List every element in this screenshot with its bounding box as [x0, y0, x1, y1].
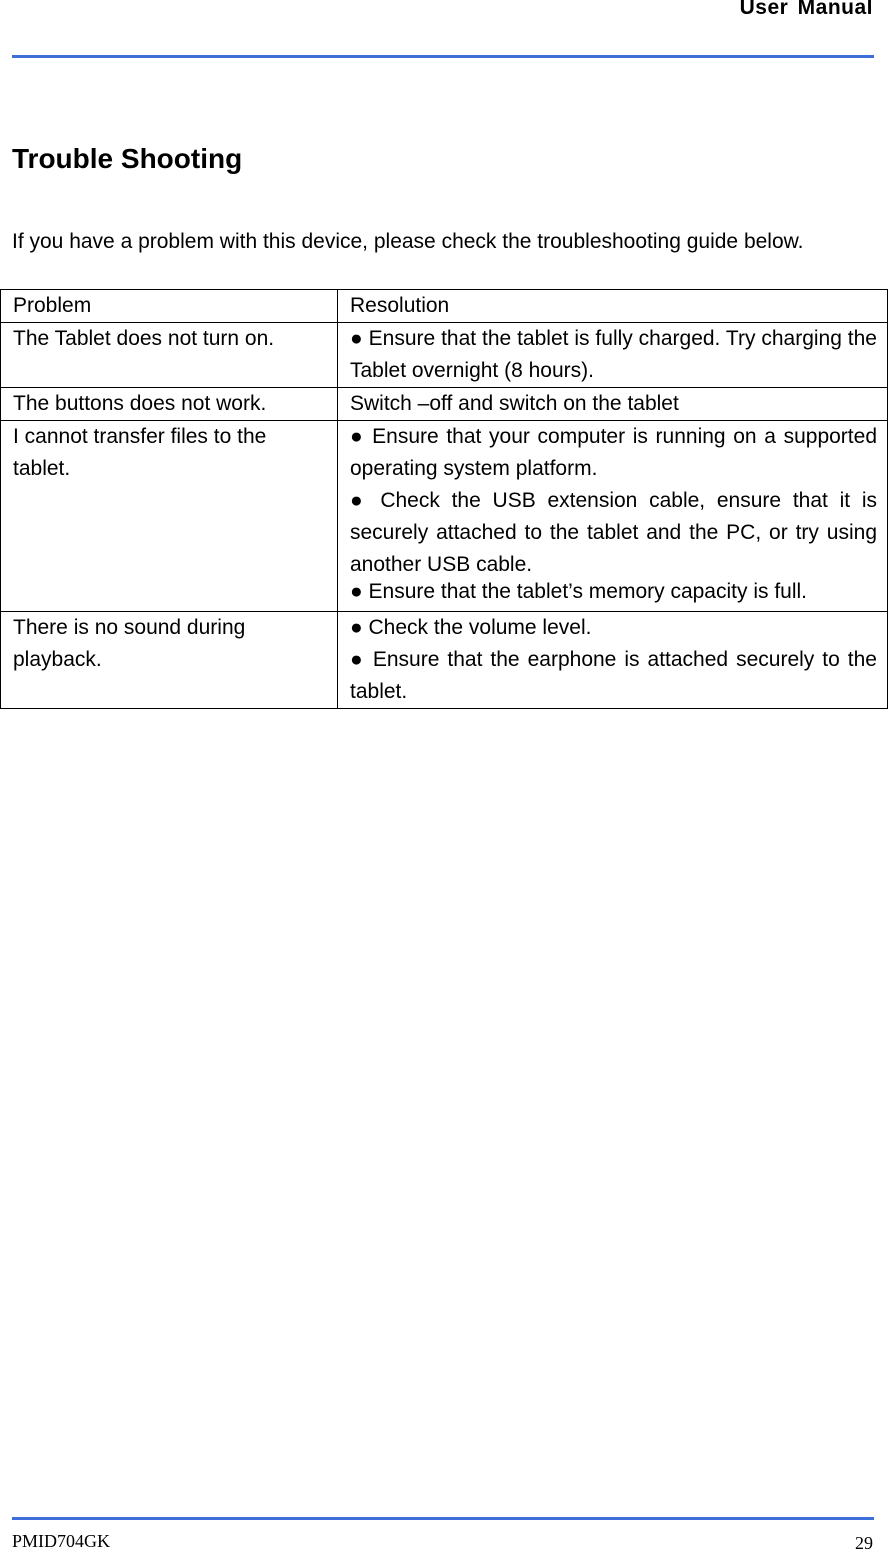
- resolution-cell: [338, 612, 888, 709]
- table-row: [1, 421, 888, 612]
- problem-cell: The Tablet does not turn on.: [1, 323, 338, 388]
- header-divider: [12, 55, 874, 58]
- problem-cell: The buttons does not work.: [1, 388, 338, 421]
- resolution-item: Switch –off and switch on the tablet: [350, 392, 679, 415]
- resolution-item: ● Check the volume level.: [350, 616, 592, 639]
- problem-column-header: Problem: [1, 290, 338, 323]
- intro-paragraph: If you have a problem with this device, please check the troubleshooting guide below.: [12, 230, 804, 253]
- footer-divider: [12, 1517, 874, 1520]
- header-title: User Manual: [739, 0, 873, 19]
- table-row: [1, 612, 888, 709]
- resolution-item: ● Ensure that the tablet’s memory capacity is full.: [350, 580, 807, 603]
- table-row: [1, 323, 888, 388]
- troubleshooting-table: [0, 289, 888, 709]
- footer-model-name: PMID704GK: [12, 1531, 111, 1551]
- footer-page-number: 29: [855, 1533, 873, 1553]
- table-row: [1, 388, 888, 421]
- resolution-item: ● Check the USB extension cable, ensure that it is securely attached to the tablet and the PC, or try using another USB cable.: [350, 489, 877, 576]
- resolution-item: ● Ensure that the tablet is fully charged. Try charging the Tablet overnight (8 hours).: [350, 327, 877, 382]
- table-header-row: [1, 290, 888, 323]
- resolution-cell: [338, 323, 888, 388]
- problem-cell: There is no sound during playback.: [1, 612, 338, 709]
- resolution-cell: [338, 421, 888, 612]
- problem-cell: I cannot transfer files to the tablet.: [1, 421, 338, 612]
- resolution-column-header: Resolution: [338, 290, 888, 323]
- resolution-item: ● Ensure that your computer is running on a supported operating system platform.: [350, 425, 877, 480]
- resolution-item: ● Ensure that the earphone is attached securely to the tablet.: [350, 648, 877, 703]
- page-title: Trouble Shooting: [12, 143, 243, 174]
- resolution-cell: [338, 388, 888, 421]
